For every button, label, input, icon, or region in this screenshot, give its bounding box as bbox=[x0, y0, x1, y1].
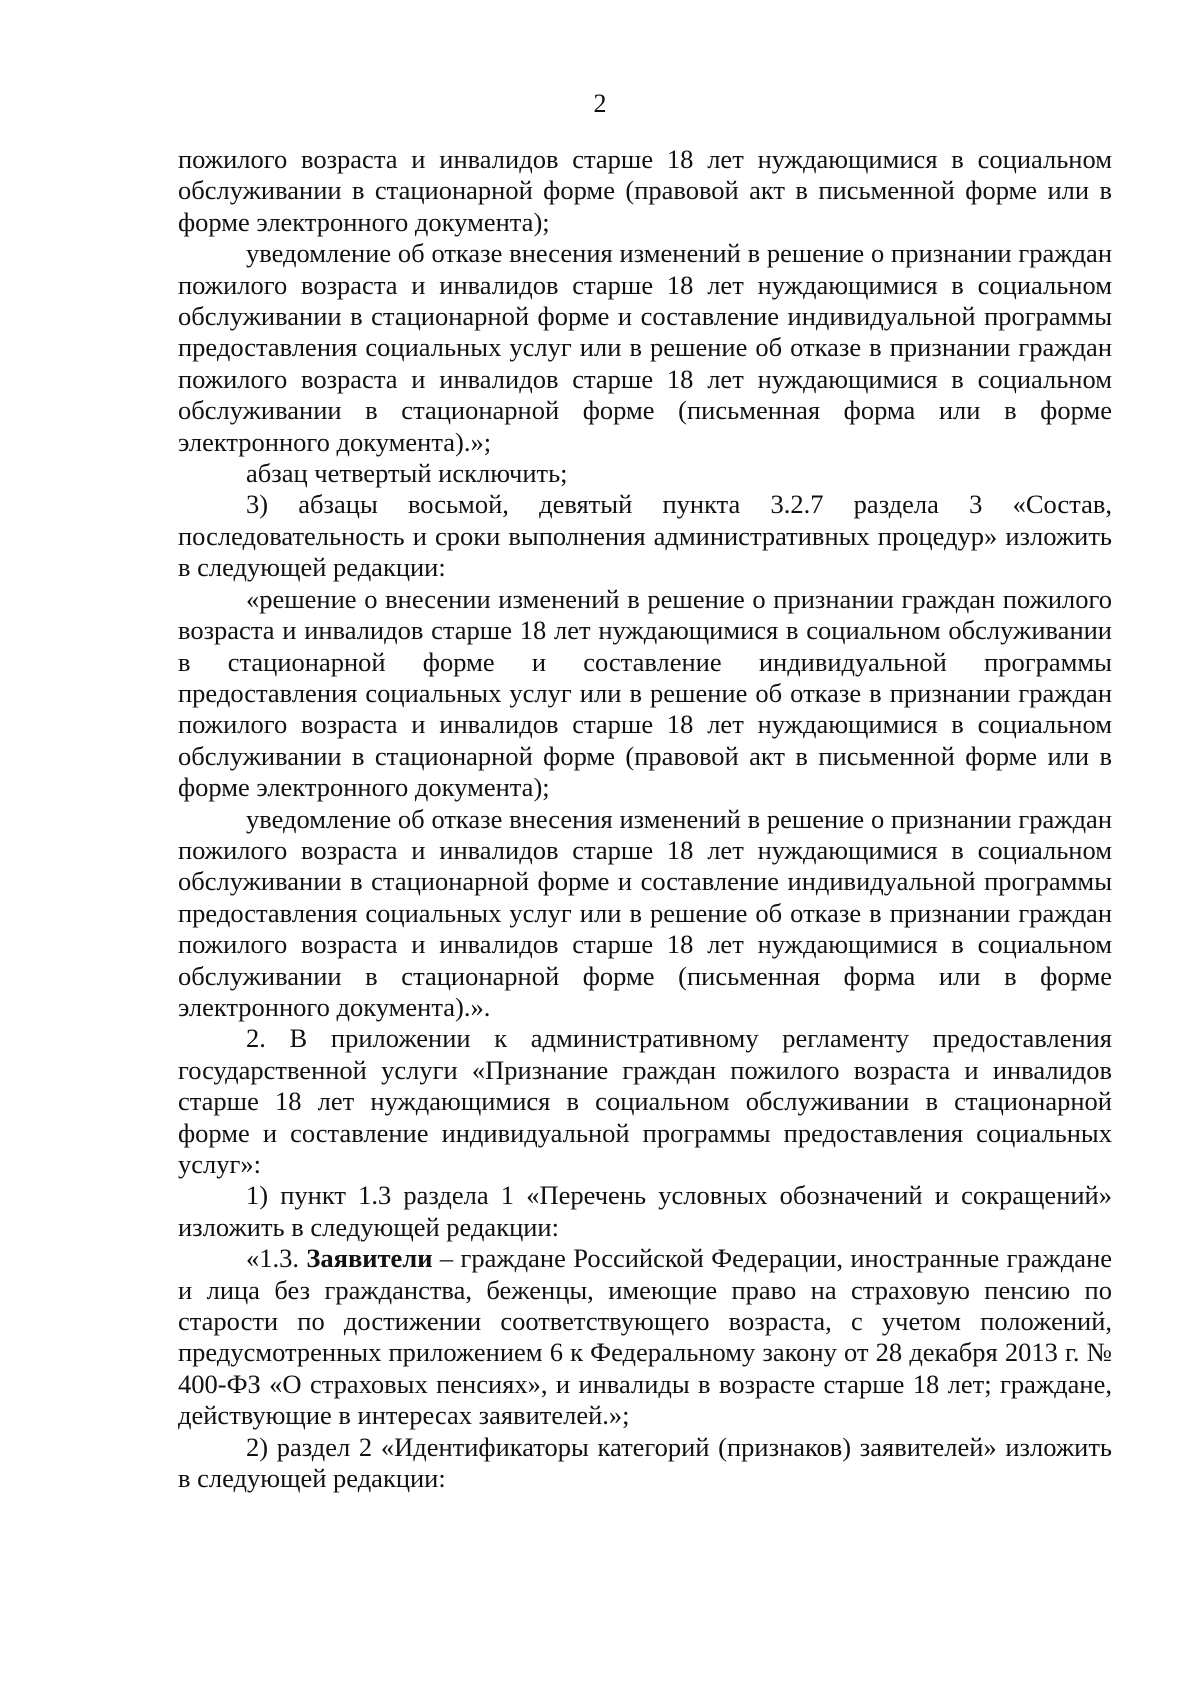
paragraph-notification-refusal: уведомление об отказе внесения изменений в решение о признании граждан пожилого возраста и инвалидов старше 18 лет нуждающимися в социальном обслуживании в стационарной форме и составление индивидуальной программы предоставления социальных услуг или в решение об отказе в признании граждан пожилого возраста и инвалидов старше 18 лет нуждающимися в социальном обслуживании в стационарной форме (письменная форма или в форме электронного документа).»; bbox=[178, 238, 1112, 457]
paragraph-subitem-2: 2) раздел 2 «Идентификаторы категорий (признаков) заявителей» изложить в следующей редакции: bbox=[178, 1431, 1112, 1494]
paragraph-notification-quote: уведомление об отказе внесения изменений в решение о признании граждан пожилого возраста и инвалидов старше 18 лет нуждающимися в социальном обслуживании в стационарной форме и составление индивидуальной программы предоставления социальных услуг или в решение об отказе в признании граждан пожилого возраста и инвалидов старше 18 лет нуждающимися в социальном обслуживании в стационарной форме (письменная форма или в форме электронного документа).». bbox=[178, 803, 1112, 1022]
paragraph-applicants-definition bbox=[178, 1243, 1112, 1431]
paragraph-item-3: 3) абзацы восьмой, девятый пункта 3.2.7 раздела 3 «Состав, последовательность и сроки выполнения административных процедур» изложить в следующей редакции: bbox=[178, 489, 1112, 583]
paragraph-exclude-fourth: абзац четвертый исключить; bbox=[246, 458, 568, 489]
paragraph-decision-quote: «решение о внесении изменений в решение о признании граждан пожилого возраста и инвалидов старше 18 лет нуждающимися в социальном обслуживании в стационарной форме и составление индивидуальной программы предоставления социальных услуг или в решение об отказе в признании граждан пожилого возраста и инвалидов старше 18 лет нуждающимися в социальном обслуживании в стационарной форме (правовой акт в письменной форме или в форме электронного документа); bbox=[178, 583, 1112, 803]
paragraph-subitem-1: 1) пункт 1.3 раздела 1 «Перечень условных обозначений и сокращений» изложить в следующей редакции: bbox=[178, 1180, 1112, 1242]
paragraph-continuation: пожилого возраста и инвалидов старше 18 лет нуждающимися в социальном обслуживании в стационарной форме (правовой акт в письменной форме или в форме электронного документа); bbox=[178, 144, 1112, 237]
applicants-text: – граждане Российской Федерации, иностранные граждане и лица без гражданства, беженцы, имеющие право на страховую пенсию по старости по достижении соответствующего возраста, с учетом положений, предусмотренных приложением 6 к Федеральному закону от 28 декабря 2013 г. № 400-ФЗ «О страховых пенсиях», и инвалиды в возрасте старше 18 лет; граждане, действующие в интересах заявителей.»; bbox=[178, 1243, 1113, 1431]
applicants-prefix: «1.3. bbox=[246, 1243, 307, 1274]
document-body bbox=[178, 144, 1112, 1494]
applicants-term: Заявители bbox=[306, 1243, 433, 1274]
paragraph-item-2-appendix: 2. В приложении к административному регламенту предоставления государственной услуги «Признание граждан пожилого возраста и инвалидов старше 18 лет нуждающимися в социальном обслуживании в стационарной форме и составление индивидуальной программы предоставления социальных услуг»: bbox=[178, 1023, 1112, 1179]
page-number: 2 bbox=[593, 89, 607, 118]
